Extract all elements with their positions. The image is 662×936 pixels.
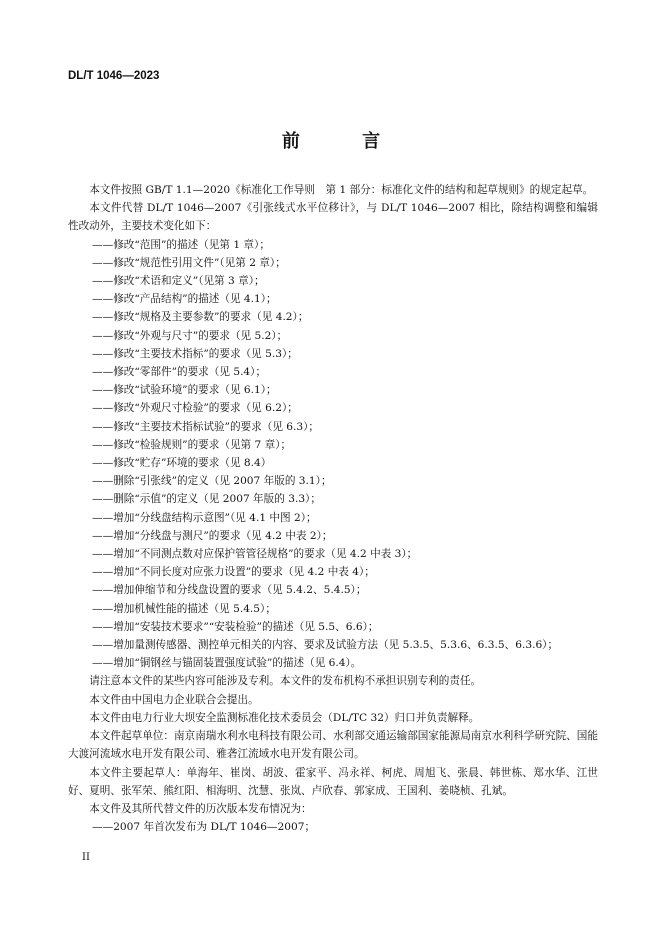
change-item: ——修改“主要技术指标”的要求（见 5.3）；: [92, 347, 298, 360]
intro-paragraph: 本文件按照 GB/T 1.1—2020《标准化工作导则 第 1 部分：标准化文件的结构和起草规则》的规定起草。: [89, 184, 594, 196]
change-item: ——修改“范围”的描述（见第 1 章）；: [92, 238, 270, 251]
change-item: ——修改“检验规则”的要求（见第 7 章）；: [92, 438, 292, 451]
page-number: II: [82, 852, 90, 863]
history-list: [68, 818, 598, 836]
change-item: ——增加量测传感器、测控单元相关的内容、要求及试验方法（见 5.3.5、5.3.6、6.3.5、6.3.6）；: [92, 639, 559, 652]
change-item: ——修改“主要技术指标试验”的要求（见 6.3）；: [92, 420, 320, 433]
intro-paragraph: 本文件代替 DL/T 1046—2007《引张线式水平位移计》，与 DL/T 1046—2007 相比，除结构调整和编辑性改动外，主要技术变化如下：: [68, 202, 598, 233]
change-item: ——修改“零部件”的要求（见 5.4）；: [92, 366, 267, 379]
note-paragraph: 本文件由电力行业大坝安全监测标准化技术委员会（DL/TC 32）归口并负责解释。: [89, 711, 480, 724]
note-paragraph: 本文件起草单位：南京南瑞水利水电科技有限公司、水利部交通运输部国家能源局南京水利科学研究院、国能大渡河流域水电开发有限公司、雅砻江流域水电开发有限公司。: [68, 730, 598, 761]
change-item: ——删除“示值”的定义（见 2007 年版的 3.3）；: [92, 493, 321, 506]
change-item: ——增加“不同长度对应张力设置”的要求（见 4.2 中表 4）；: [92, 566, 375, 579]
change-item: ——修改“贮存”环境的要求（见 8.4）: [92, 457, 272, 470]
change-item: ——增加“铜钢丝与锚固装置强度试验”的描述（见 6.4）。: [92, 657, 362, 670]
note-paragraph: 请注意本文件的某些内容可能涉及专利。本文件的发布机构不承担识别专利的责任。: [89, 675, 482, 688]
change-item: ——增加机械性能的描述（见 5.4.5）；: [92, 602, 276, 615]
change-item: ——修改“试验环境”的要求（见 6.1）；: [92, 384, 277, 397]
change-item: ——增加“分线盘结构示意图”（见 4.1 中图 2）；: [92, 511, 317, 524]
change-item: ——增加“安装技术要求”“安装检验”的描述（见 5.5、6.6）；: [92, 620, 379, 633]
foreword-body: [68, 181, 598, 836]
page-title: 前 言: [281, 131, 409, 152]
change-item: ——修改“规范性引用文件”（见第 2 章）；: [92, 256, 286, 269]
history-item: ——2007 年首次发布为 DL/T 1046—2007；: [92, 821, 316, 834]
change-item: ——增加“不同测点数对应保护管管径规格”的要求（见 4.2 中表 3）；: [92, 548, 418, 561]
change-item: ——修改“规格及主要参数”的要求（见 4.2）；: [92, 311, 309, 324]
change-list: [68, 236, 598, 673]
change-item: ——修改“外观尺寸检验”的要求（见 6.2）；: [92, 402, 298, 415]
note-paragraph: 本文件主要起草人：单海年、崔岗、胡波、霍家平、冯永祥、柯虎、周旭飞、张晨、韩世栋、郑水华、江世好、夏明、张军荣、熊红阳、相海明、沈慧、张岚、卢欣春、郭家成、王国利、姜晓桢、孔斌。: [68, 766, 598, 797]
change-item: ——删除“引张线”的定义（见 2007 年版的 3.1）；: [92, 475, 332, 488]
change-item: ——修改“术语和定义”（见第 3 章）；: [92, 275, 265, 288]
change-item: ——修改“外观与尺寸”的要求（见 5.2）；: [92, 329, 288, 342]
change-item: ——增加伸缩节和分线盘设置的要求（见 5.4.2、5.4.5）；: [92, 584, 367, 597]
change-item: ——增加“分线盘与测尺”的要求（见 4.2 中表 2）；: [92, 529, 333, 542]
note-paragraph: 本文件及其所代替文件的历次版本发布情况为：: [89, 802, 312, 815]
note-paragraph: 本文件由中国电力企业联合会提出。: [89, 693, 259, 706]
change-item: ——修改“产品结构”的描述（见 4.1）；: [92, 293, 277, 306]
standard-number: DL/T 1046—2023: [68, 70, 160, 82]
